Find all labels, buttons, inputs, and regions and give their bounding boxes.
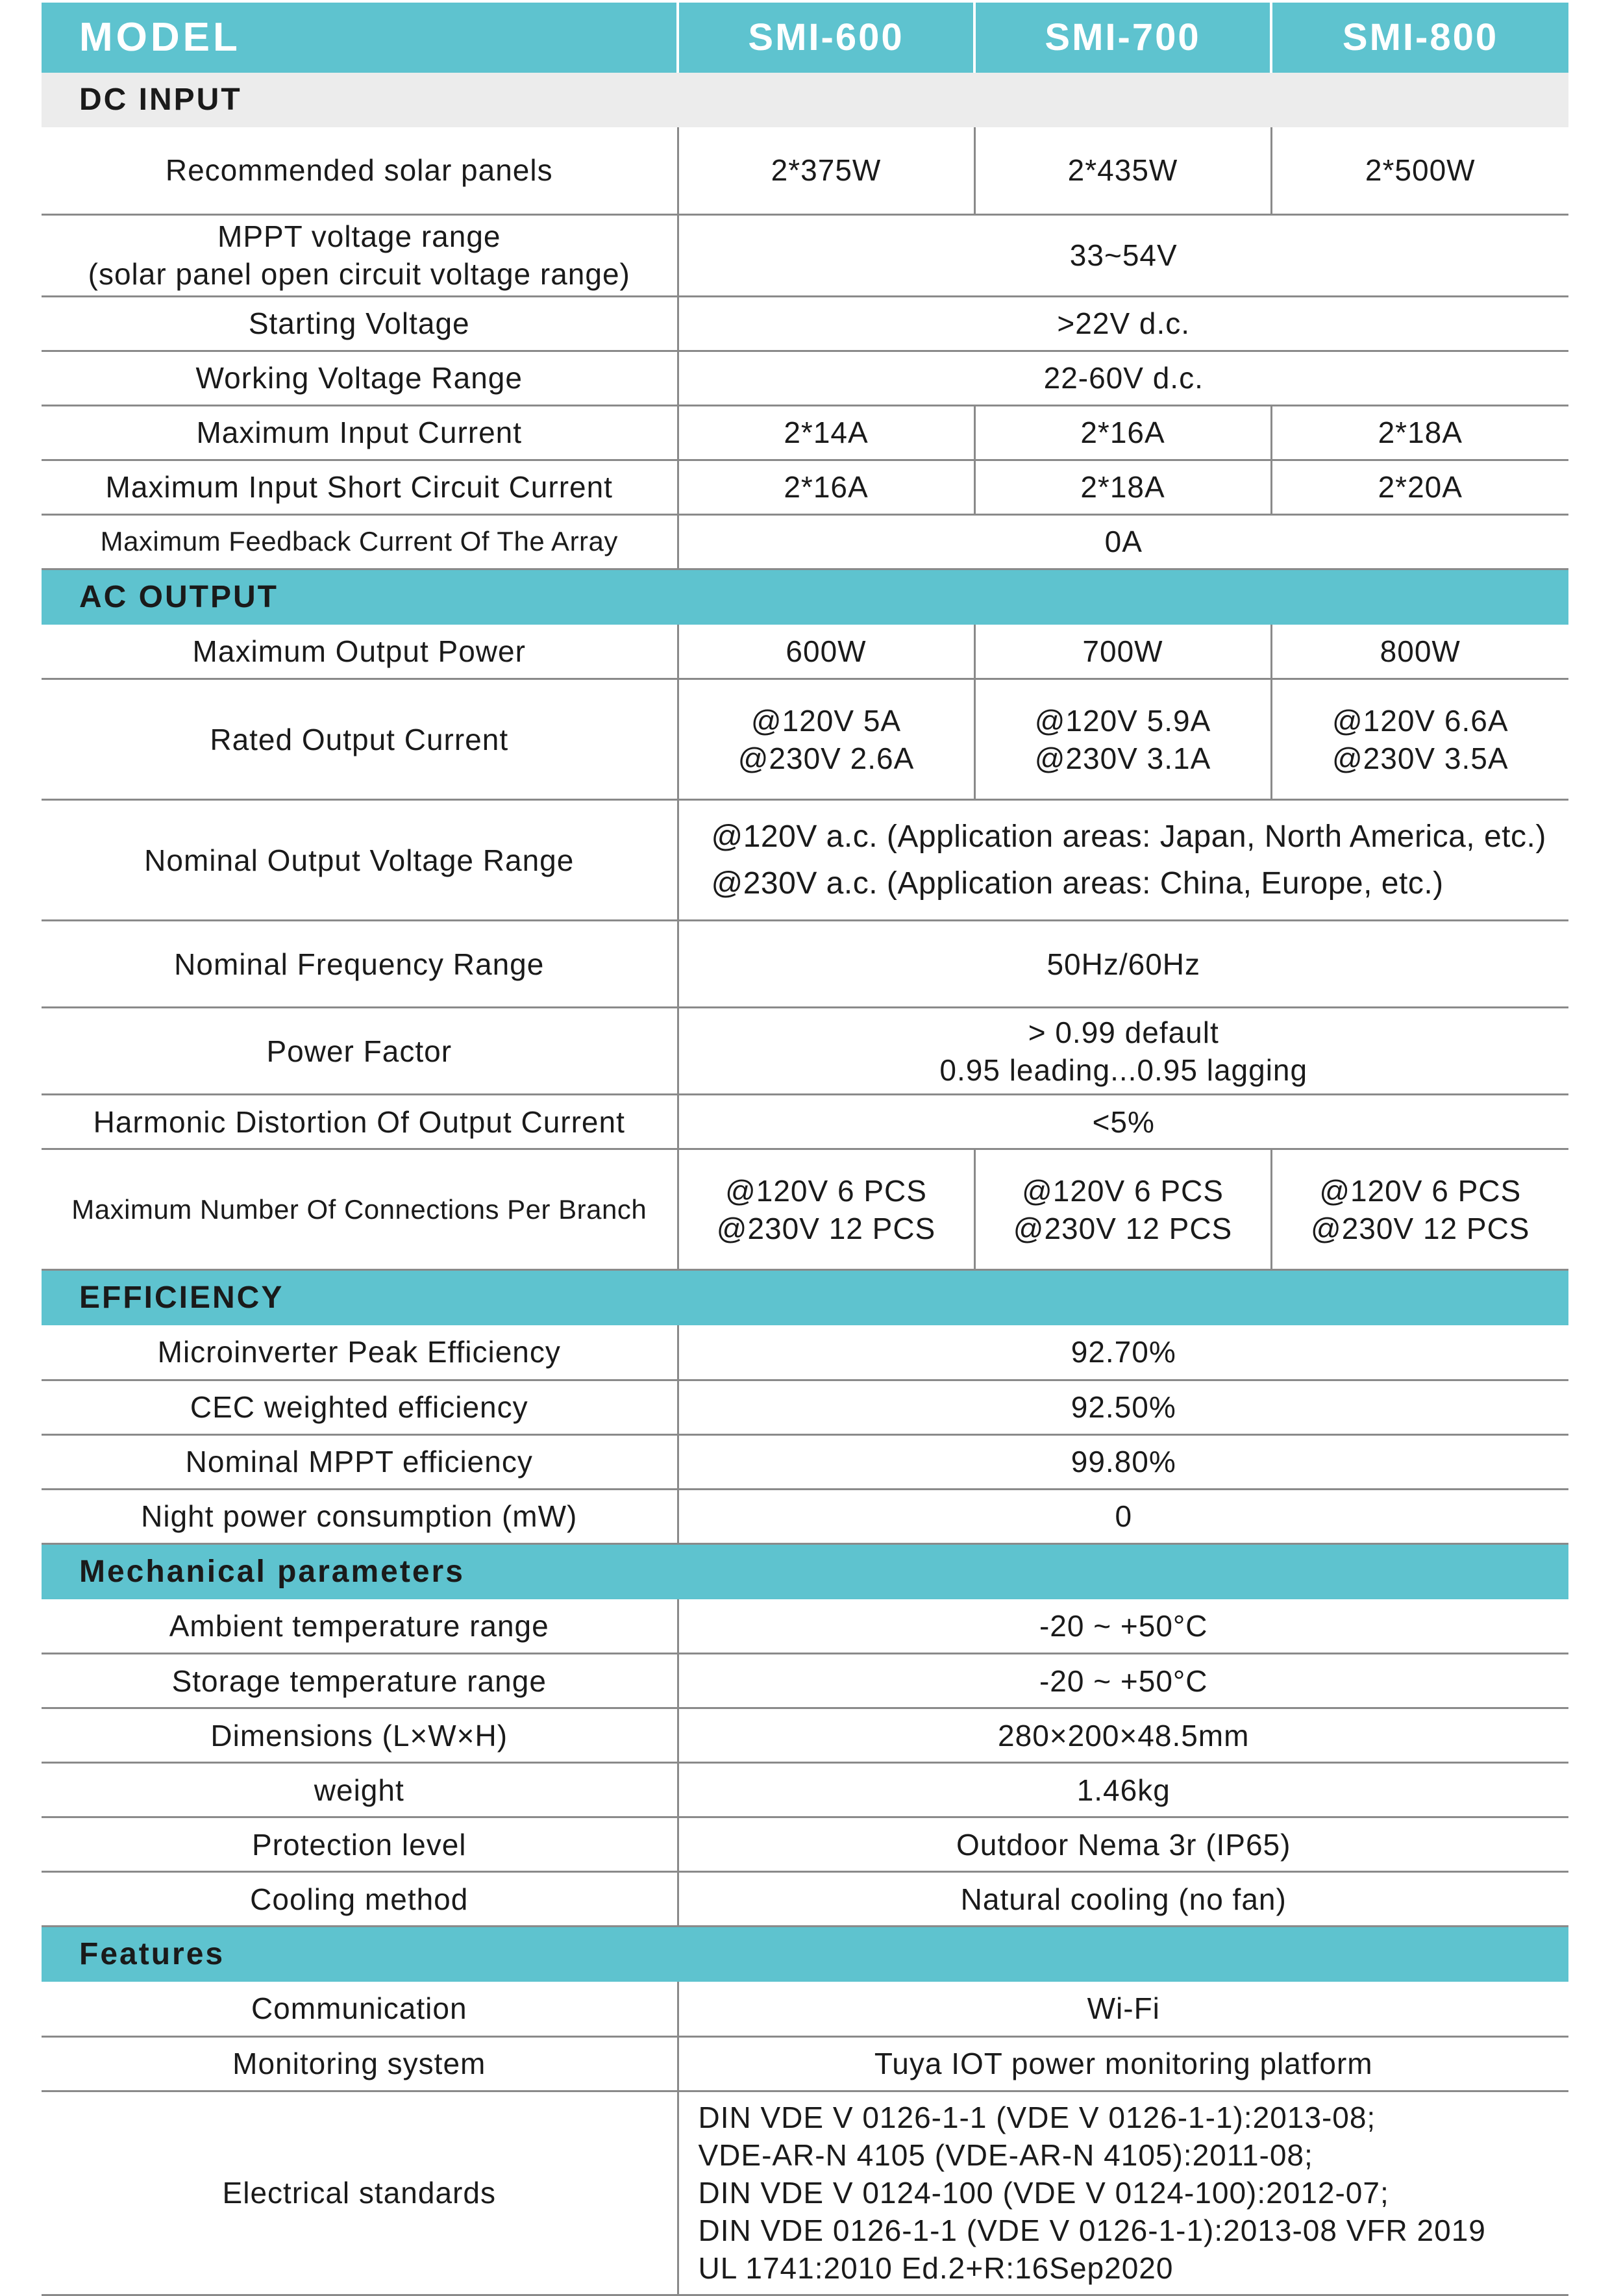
row-value: 2*14A (678, 405, 974, 460)
standard-line: DIN VDE V 0126-1-1 (VDE V 0126-1-1):2013-08; (698, 2101, 1376, 2134)
row-value (678, 800, 1568, 921)
standard-line: DIN VDE V 0124-100 (VDE V 0124-100):2012-07; (698, 2176, 1389, 2210)
row-value: 2*20A (1271, 460, 1568, 514)
value-line: 0.95 leading...0.95 lagging (939, 1053, 1308, 1087)
spec-row-nominal-voltage (42, 800, 1568, 921)
spec-row-night-power (42, 1489, 1568, 1543)
spec-row-max-output-power (42, 625, 1568, 679)
spec-row-recommended-panels (42, 127, 1568, 214)
value-line: @230V 12 PCS (1311, 1211, 1530, 1245)
row-value: 2*18A (974, 460, 1271, 514)
spec-row-max-feedback (42, 514, 1568, 569)
spec-row-dimensions (42, 1708, 1568, 1763)
value-line: @120V 5.9A (1034, 703, 1211, 738)
spec-row-harmonic (42, 1095, 1568, 1149)
row-value (974, 1149, 1271, 1270)
spec-row-rated-current (42, 679, 1568, 800)
row-label: Dimensions (L×W×H) (42, 1708, 678, 1763)
spec-row-cooling-method (42, 1872, 1568, 1927)
section-dc-input (42, 73, 1568, 127)
row-label (42, 214, 678, 296)
row-label: Rated Output Current (42, 679, 678, 800)
row-value: 33~54V (678, 214, 1568, 296)
row-label: Cooling method (42, 1872, 678, 1927)
spec-row-max-input-current (42, 405, 1568, 460)
spec-row-electrical-standards (42, 2091, 1568, 2295)
model-header-row (42, 3, 1568, 73)
row-value (974, 679, 1271, 800)
row-value: 2*16A (678, 460, 974, 514)
spec-row-ambient-temp (42, 1599, 1568, 1654)
section-title: DC INPUT (42, 73, 1568, 127)
standard-line: DIN VDE 0126-1-1 (VDE V 0126-1-1):2013-08 VFR 2019 (698, 2214, 1486, 2247)
row-value: Outdoor Nema 3r (IP65) (678, 1817, 1568, 1872)
row-label: Monitoring system (42, 2036, 678, 2091)
row-value (678, 1008, 1568, 1095)
section-features (42, 1927, 1568, 1982)
model-smi-800: SMI-800 (1271, 3, 1568, 73)
row-value: 22-60V d.c. (678, 351, 1568, 405)
value-line: @230V 12 PCS (716, 1211, 936, 1245)
spec-row-cec-efficiency (42, 1380, 1568, 1434)
row-label: Ambient temperature range (42, 1599, 678, 1654)
row-value: 2*18A (1271, 405, 1568, 460)
row-label: Recommended solar panels (42, 127, 678, 214)
row-value (678, 1149, 974, 1270)
row-value: 2*435W (974, 127, 1271, 214)
model-smi-700: SMI-700 (974, 3, 1271, 73)
spec-row-mppt-range (42, 214, 1568, 296)
row-value: 800W (1271, 625, 1568, 679)
value-line: @120V a.c. (Application areas: Japan, North America, etc.) (711, 819, 1546, 854)
spec-row-communication (42, 1982, 1568, 2036)
label-line: (solar panel open circuit voltage range) (88, 257, 630, 291)
spec-row-mppt-efficiency (42, 1434, 1568, 1489)
row-label: Power Factor (42, 1008, 678, 1095)
value-line: @120V 6 PCS (1022, 1173, 1224, 1208)
row-label: Nominal Output Voltage Range (42, 800, 678, 921)
value-line: @230V 3.5A (1331, 741, 1509, 775)
row-value: 2*500W (1271, 127, 1568, 214)
row-label: Maximum Output Power (42, 625, 678, 679)
row-value: 99.80% (678, 1434, 1568, 1489)
spec-row-weight (42, 1763, 1568, 1817)
row-value: 92.50% (678, 1380, 1568, 1434)
section-efficiency (42, 1270, 1568, 1326)
row-label: CEC weighted efficiency (42, 1380, 678, 1434)
row-label: Nominal Frequency Range (42, 921, 678, 1008)
value-line: @230V 3.1A (1034, 741, 1211, 775)
row-value (1271, 1149, 1568, 1270)
section-title: EFFICIENCY (42, 1270, 1568, 1326)
section-ac-output (42, 569, 1568, 625)
row-value: 280×200×48.5mm (678, 1708, 1568, 1763)
value-line: > 0.99 default (1028, 1015, 1219, 1049)
value-line: @230V a.c. (Application areas: China, Europe, etc.) (711, 866, 1444, 901)
row-value: 600W (678, 625, 974, 679)
value-line: @120V 6 PCS (1319, 1173, 1522, 1208)
section-title: Mechanical parameters (42, 1543, 1568, 1599)
section-title: AC OUTPUT (42, 569, 1568, 625)
section-mechanical (42, 1543, 1568, 1599)
spec-table (42, 3, 1568, 2296)
spec-row-nominal-frequency (42, 921, 1568, 1008)
row-label: Harmonic Distortion Of Output Current (42, 1095, 678, 1149)
section-title: Features (42, 1927, 1568, 1982)
spec-row-max-connections (42, 1149, 1568, 1270)
row-value: 0 (678, 1489, 1568, 1543)
value-line: @230V 2.6A (737, 741, 915, 775)
standard-line: UL 1741:2010 Ed.2+R:16Sep2020 (698, 2251, 1174, 2285)
row-value: Wi-Fi (678, 1982, 1568, 2036)
row-value: >22V d.c. (678, 296, 1568, 351)
row-label: Storage temperature range (42, 1654, 678, 1708)
model-smi-600: SMI-600 (678, 3, 974, 73)
row-label: Maximum Feedback Current Of The Array (42, 514, 678, 569)
row-value: 92.70% (678, 1325, 1568, 1380)
spec-row-storage-temp (42, 1654, 1568, 1708)
row-label: Maximum Input Short Circuit Current (42, 460, 678, 514)
row-value: 1.46kg (678, 1763, 1568, 1817)
spec-row-peak-efficiency (42, 1325, 1568, 1380)
row-value: 2*375W (678, 127, 974, 214)
row-label: Microinverter Peak Efficiency (42, 1325, 678, 1380)
label-line: MPPT voltage range (217, 219, 501, 253)
row-label: Starting Voltage (42, 296, 678, 351)
value-line: @120V 5A (750, 703, 902, 738)
row-value: 0A (678, 514, 1568, 569)
value-line: @230V 12 PCS (1013, 1211, 1233, 1245)
value-line: @120V 6.6A (1331, 703, 1509, 738)
spec-row-monitoring (42, 2036, 1568, 2091)
row-value: 700W (974, 625, 1271, 679)
row-value: 50Hz/60Hz (678, 921, 1568, 1008)
row-value (678, 679, 974, 800)
row-value: -20 ~ +50°C (678, 1654, 1568, 1708)
row-label: Nominal MPPT efficiency (42, 1434, 678, 1489)
row-value: Natural cooling (no fan) (678, 1872, 1568, 1927)
spec-row-protection-level (42, 1817, 1568, 1872)
row-label: Protection level (42, 1817, 678, 1872)
spec-row-working-voltage (42, 351, 1568, 405)
standard-line: VDE-AR-N 4105 (VDE-AR-N 4105):2011-08; (698, 2138, 1313, 2172)
row-value: -20 ~ +50°C (678, 1599, 1568, 1654)
row-label: Maximum Number Of Connections Per Branch (42, 1149, 678, 1270)
row-label: Night power consumption (mW) (42, 1489, 678, 1543)
spec-row-max-short-circuit (42, 460, 1568, 514)
row-value: Tuya IOT power monitoring platform (678, 2036, 1568, 2091)
row-label: Communication (42, 1982, 678, 2036)
row-value: <5% (678, 1095, 1568, 1149)
spec-row-starting-voltage (42, 296, 1568, 351)
value-line: @120V 6 PCS (725, 1173, 927, 1208)
row-label: Working Voltage Range (42, 351, 678, 405)
row-label: Electrical standards (42, 2091, 678, 2295)
row-value (1271, 679, 1568, 800)
model-label: MODEL (42, 3, 678, 73)
row-value: 2*16A (974, 405, 1271, 460)
row-value (678, 2091, 1568, 2295)
spec-row-power-factor (42, 1008, 1568, 1095)
row-label: weight (42, 1763, 678, 1817)
row-label: Maximum Input Current (42, 405, 678, 460)
